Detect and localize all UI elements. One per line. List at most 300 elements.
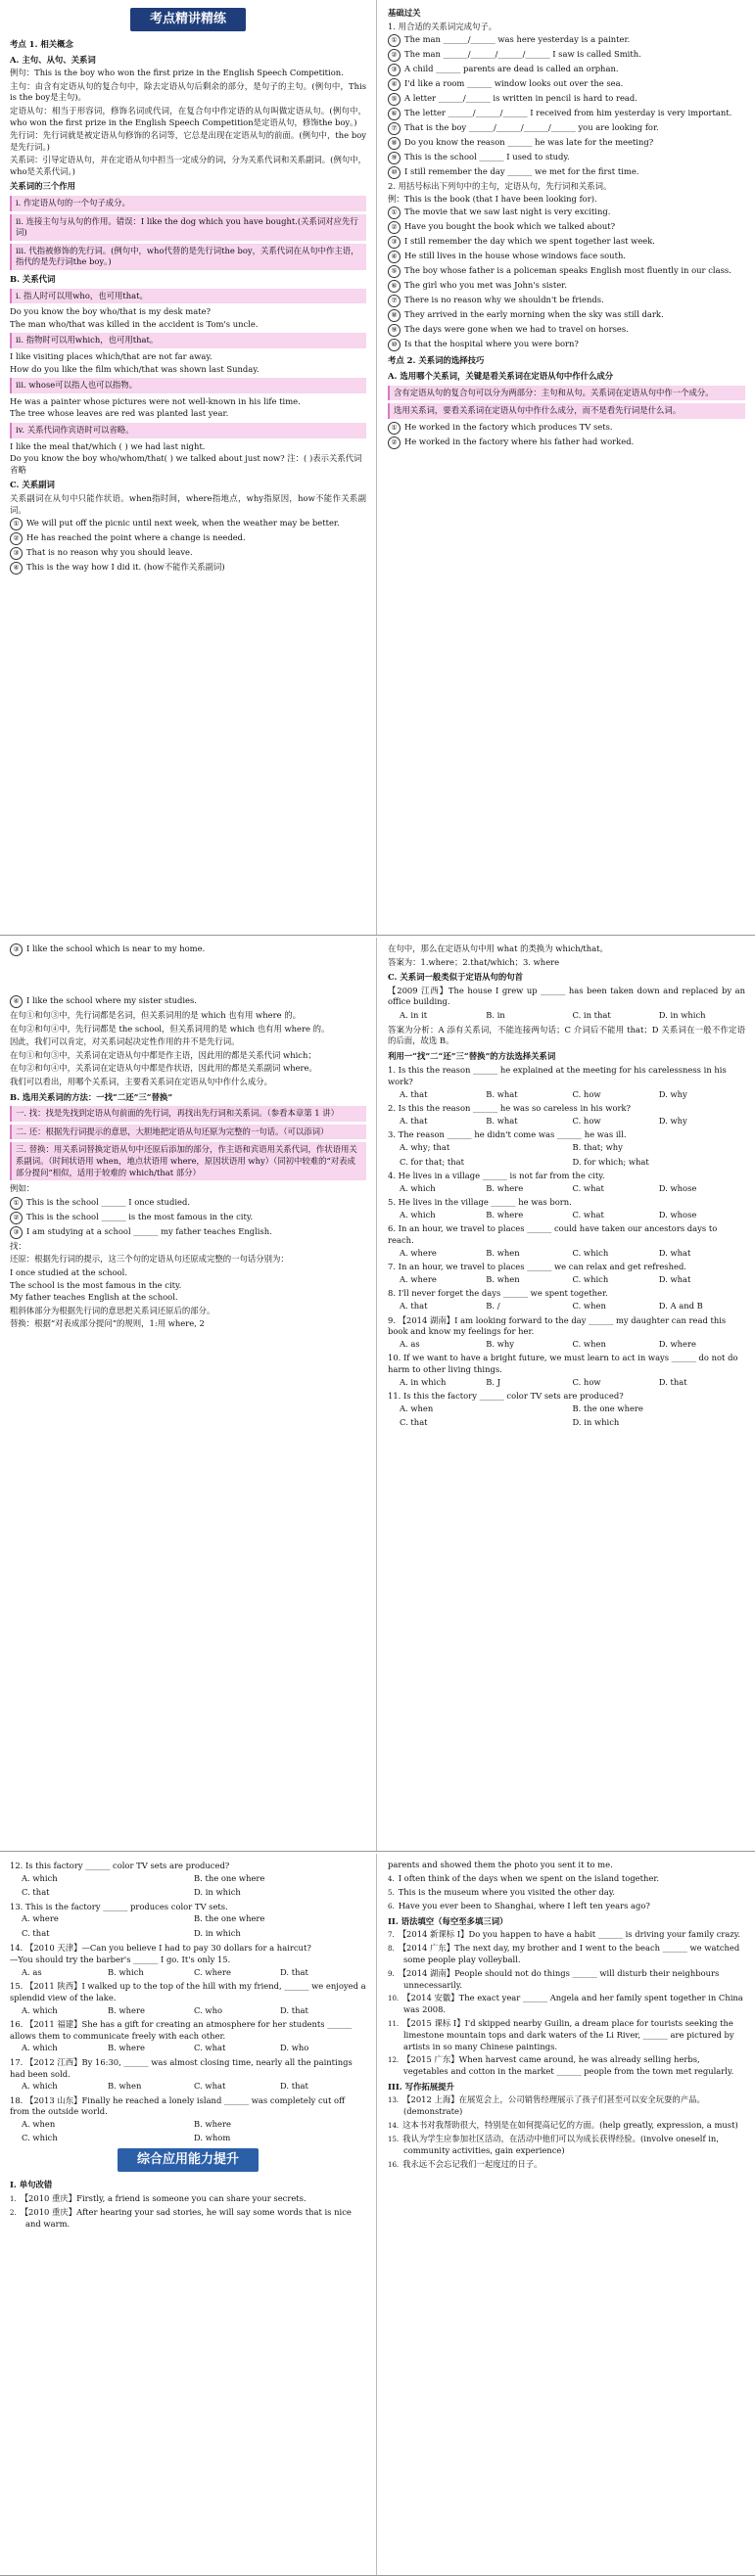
numbered-item bbox=[388, 2133, 745, 2157]
answer-options bbox=[400, 1377, 745, 1389]
item-number: 7. bbox=[388, 1931, 395, 1940]
subsection-heading: B. 选用关系词的方法：一找“二还”三“替换” bbox=[10, 1091, 173, 1102]
paragraph: 【2009 江西】The house I grew up ______ has been taken down and replaced by an office building. bbox=[388, 985, 745, 1007]
answer-options bbox=[400, 1142, 745, 1154]
highlight-note: iv. 关系代词作宾语时可以省略。 bbox=[10, 423, 366, 438]
numbered-item bbox=[391, 221, 745, 234]
answer-options bbox=[400, 1116, 745, 1127]
question: 1. Is this the reason ______ he explained at the meeting for his carelessness in his work? bbox=[388, 1065, 727, 1086]
item-text: He worked in the factory where his father had worked. bbox=[404, 436, 635, 446]
highlight-note: 含有定语从句的复合句可以分为两部分：主句和从句。关系词在定语从句中作一个成分。 bbox=[388, 386, 745, 401]
answer-option: B. the one where bbox=[194, 1913, 265, 1924]
answer-options bbox=[22, 2043, 366, 2054]
numbered-item bbox=[391, 78, 745, 91]
answer-options bbox=[22, 1887, 366, 1899]
answer-option: A. which bbox=[400, 1182, 436, 1193]
answer-option: B. what bbox=[486, 1088, 518, 1099]
numbered-item bbox=[10, 2206, 366, 2231]
numbered-item bbox=[391, 108, 745, 120]
item-number: ② bbox=[10, 1212, 23, 1224]
numbered-item bbox=[388, 2158, 745, 2171]
question: 8. I'll never forget the days ______ we spent together. bbox=[388, 1288, 608, 1299]
answer-option: A. as bbox=[400, 1338, 420, 1349]
item-text: Have you bought the book which we talked about? bbox=[404, 221, 616, 232]
item-number: 9. bbox=[388, 1969, 395, 1978]
answer-option: C. when bbox=[572, 1338, 606, 1349]
answer-option: D. that bbox=[658, 1376, 687, 1387]
item-text: Do you know the reason ______ he was late for the meeting? bbox=[404, 137, 654, 148]
item-number: ① bbox=[388, 422, 401, 435]
item-number: ③ bbox=[388, 64, 401, 76]
numbered-item bbox=[391, 152, 745, 164]
text-line: I like the meal that/which ( ) we had last night. bbox=[10, 440, 206, 451]
question: 17. 【2012 江西】By 16:30, ______ was almost closing time, nearly all the paintings had been sold. bbox=[10, 2056, 353, 2079]
answer-option: B. where bbox=[486, 1209, 524, 1219]
item-text: I still remember the day which we spent together last week. bbox=[404, 236, 655, 247]
answer-option: A. when bbox=[400, 1403, 434, 1413]
numbered-item bbox=[13, 547, 366, 560]
item-text: This is the school ______ is the most famous in the city. bbox=[26, 1211, 254, 1221]
answer-option: C. when bbox=[572, 1301, 606, 1311]
answer-options bbox=[400, 1301, 745, 1312]
text-line: 答案为：1.where；2.that/which；3. where bbox=[388, 956, 560, 967]
numbered-item bbox=[388, 1993, 745, 2016]
answer-option: D. in which bbox=[194, 1927, 241, 1938]
item-text: 这本书对我帮助很大，特别是在如何提高记忆的方面。(help greatly, expression, a must) bbox=[402, 2119, 738, 2130]
question: 18. 【2013 山东】Finally he reached a lonely island ______ was completely cut off from the outside world. bbox=[10, 2094, 346, 2117]
item-number: 16. bbox=[388, 2160, 400, 2169]
item-text: A letter ______/______ is written in pencil is hard to read. bbox=[404, 93, 637, 104]
item-number: 10. bbox=[388, 1995, 400, 2003]
numbered-item bbox=[391, 122, 745, 135]
item-number: ④ bbox=[388, 251, 401, 263]
page-1-right-content bbox=[388, 8, 745, 449]
question: 12. Is this factory ______ color TV sets are produced? bbox=[10, 1861, 230, 1870]
answer-option: A. which bbox=[22, 1872, 58, 1883]
numbered-item bbox=[13, 518, 366, 530]
item-text: Have you ever been to Shanghai, where I left ten years ago? bbox=[398, 1900, 650, 1910]
answer-option: B. in bbox=[486, 1009, 505, 1020]
item-text: This is the school ______ I used to study. bbox=[404, 152, 570, 162]
numbered-item bbox=[13, 943, 366, 956]
numbered-item bbox=[391, 137, 745, 150]
answer-option: C. for that; that bbox=[400, 1156, 464, 1167]
item-text: I often think of the days when we spent on the island together. bbox=[398, 1872, 660, 1883]
item-number: 6. bbox=[388, 1902, 395, 1910]
numbered-item bbox=[391, 324, 745, 337]
answer-option: C. how bbox=[572, 1115, 601, 1126]
answer-option: A. when bbox=[22, 2118, 56, 2129]
item-number: 1. bbox=[10, 2194, 17, 2203]
numbered-item bbox=[391, 421, 745, 435]
numbered-item bbox=[391, 34, 745, 47]
numbered-item bbox=[388, 1900, 745, 1912]
question: 16. 【2011 福建】She has a gift for creating an atmosphere for her students ______ allows them to communicate freely with each other. bbox=[10, 2019, 353, 2041]
spacer bbox=[10, 988, 366, 993]
answer-options bbox=[22, 2081, 366, 2093]
item-number: 8. bbox=[388, 1945, 395, 1954]
answer-options bbox=[22, 1873, 366, 1885]
item-number: ② bbox=[10, 532, 23, 545]
page-3-left-column bbox=[0, 1854, 377, 2575]
subsection-heading: C. 关系词一般类似于定语从句的句首 bbox=[388, 972, 523, 983]
answer-option: C. that bbox=[22, 1887, 50, 1898]
answer-option: D. that bbox=[280, 2004, 308, 2015]
paragraph: 在句①和句③中，关系词在定语从句中都是作主语，因此用的都是关系代词 which； bbox=[10, 1049, 316, 1060]
item-text: Is that the hospital where you were born? bbox=[404, 339, 579, 349]
question: 5. He lives in the village ______ he was born. bbox=[388, 1197, 572, 1208]
numbered-item bbox=[391, 93, 745, 106]
question: 7. In an hour, we travel to places ______ we can relax and get refreshed. bbox=[388, 1262, 686, 1272]
section-heading: 基础过关 bbox=[388, 8, 421, 18]
page-1-left-content bbox=[10, 39, 366, 575]
item-text: The girl who you met was John's sister. bbox=[404, 280, 567, 291]
item-text: The boy whose father is a policeman speaks English most fluently in our class. bbox=[404, 265, 731, 276]
page-2-left-content bbox=[10, 943, 366, 1330]
item-text: 【2015 课标 I】I'd skipped nearby Guilin, a dream place for tourists seeking the limestone mountain tops and dark waters of the Li River, ______ are pictured by artists in so many Chinese paintings. bbox=[402, 2017, 734, 2051]
item-text: 【2014 湖南】People should not do things ______ will disturb their neighbours unnecessarily. bbox=[398, 1967, 720, 1990]
subsection-heading: C. 关系副词 bbox=[10, 480, 55, 490]
highlight-note: i. 指人时可以用who，也可用that。 bbox=[10, 289, 366, 304]
item-text: A child ______ parents are dead is called an orphan. bbox=[404, 64, 619, 74]
answer-option: B. where bbox=[108, 2043, 145, 2053]
highlight-note: 二. 还：根据先行词提示的意思，大胆地把定语从句还原为完整的一句话。（可以添词） bbox=[10, 1125, 366, 1140]
item-text: 【2010 重庆】After hearing your sad stories, he will say some words that is nice and warm. bbox=[20, 2206, 352, 2229]
subsection-heading: A. 主句、从句、关系词 bbox=[10, 54, 96, 65]
item-text: 【2014 安徽】The exact year ______ Angela and her family spent together in China was 2008. bbox=[402, 1993, 743, 2015]
paragraph: 关系词：引导定语从句，并在定语从句中担当一定成分的词，分为关系代词和关系副词。(例句中，who是关系代词。) bbox=[10, 155, 366, 176]
highlight-note: ii. 连接主句与从句的作用。错误：I like the dog which you have bought.(关系词对应先行词) bbox=[10, 214, 366, 241]
answer-options bbox=[22, 2119, 366, 2131]
question: 3. The reason ______ he didn't come was ______ he was ill. bbox=[388, 1129, 627, 1140]
item-text: I still remember the day ______ we met for the first time. bbox=[404, 166, 639, 177]
answer-option: C. what bbox=[572, 1209, 604, 1219]
item-number: 5. bbox=[388, 1888, 395, 1897]
answer-option: A. why; that bbox=[400, 1141, 450, 1152]
answer-option: B. that; why bbox=[572, 1141, 623, 1152]
answer-option: D. in which bbox=[572, 1417, 620, 1428]
answer-option: B. where bbox=[486, 1182, 524, 1193]
item-number: 15. bbox=[388, 2135, 400, 2143]
answer-options bbox=[400, 1339, 745, 1351]
numbered-item bbox=[391, 251, 745, 263]
answer-option: B. the one where bbox=[572, 1403, 643, 1413]
answer-option: B. what bbox=[486, 1115, 518, 1126]
answer-option: D. whom bbox=[194, 2133, 231, 2143]
item-number: 12. bbox=[388, 2056, 400, 2065]
item-text: He has reached the point where a change is needed. bbox=[26, 532, 246, 543]
highlight-note: iii. whose可以指人也可以指物。 bbox=[10, 378, 366, 393]
numbered-item bbox=[391, 436, 745, 449]
answer-option: A. where bbox=[400, 1247, 437, 1258]
page-3-left-content bbox=[10, 1861, 366, 2230]
answer-option: B. where bbox=[194, 2118, 231, 2129]
item-number: ⑨ bbox=[388, 152, 401, 164]
answer-option: D. for which; what bbox=[572, 1156, 649, 1167]
section-heading: 考点 1. 相关概念 bbox=[10, 38, 73, 49]
numbered-item bbox=[13, 995, 366, 1008]
answer-option: D. whose bbox=[658, 1182, 697, 1193]
question: 2. Is this the reason ______ he was so careless in his work? bbox=[388, 1103, 632, 1114]
answer-option: A. in it bbox=[400, 1009, 428, 1020]
subsection-heading: 关系词的三个作用 bbox=[10, 181, 75, 192]
question: 6. In an hour, we travel to places ______ could have taken our ancestors days to reach. bbox=[388, 1223, 718, 1246]
highlight-note: iii. 代指被修饰的先行词。(例句中，who代替的是先行词the boy，关系代词在从句中作主语，指代的是先行词the boy。) bbox=[10, 244, 366, 270]
section-heading: 考点 2. 关系词的选择技巧 bbox=[388, 355, 485, 366]
numbered-item bbox=[388, 2054, 745, 2078]
item-text: 我认为学生应参加社区活动，在活动中他们可以为成长获得经验。(involve oneself in, community activities, gain experience) bbox=[402, 2133, 719, 2155]
item-number: ⑥ bbox=[388, 280, 401, 293]
item-text: They arrived in the early morning when the sky was still dark. bbox=[404, 309, 664, 320]
answer-options bbox=[400, 1157, 745, 1169]
answer-options bbox=[22, 1913, 366, 1925]
numbered-item bbox=[388, 2017, 745, 2052]
answer-options bbox=[400, 1210, 745, 1221]
answer-option: C. which bbox=[572, 1247, 609, 1258]
answer-option: D. whose bbox=[658, 1209, 697, 1219]
section-banner-title: 综合应用能力提升 bbox=[118, 2148, 259, 2172]
answer-option: A. which bbox=[22, 2081, 58, 2092]
item-number: ③ bbox=[10, 1226, 23, 1239]
item-number: ① bbox=[10, 518, 23, 530]
item-text: That is no reason why you should leave. bbox=[26, 547, 193, 558]
item-text: I like the school where my sister studies. bbox=[26, 995, 197, 1005]
item-text: The man ______/______ was here yesterday is a painter. bbox=[404, 34, 631, 45]
question: 10. If we want to have a bright future, we must learn to act in ways ______ do not do harm to other living things. bbox=[388, 1353, 738, 1374]
answer-options bbox=[22, 2133, 366, 2144]
text-line: How do you like the film which/that was shown last Sunday. bbox=[10, 363, 260, 374]
numbered-item bbox=[391, 339, 745, 351]
question: 4. He lives in a village ______ is not far from the city. bbox=[388, 1171, 605, 1181]
paragraph: 在句①和句③中，先行词都是名词，但关系词用的是 which 也有用 where 的。 bbox=[10, 1010, 301, 1020]
answer-option: D. what bbox=[658, 1247, 691, 1258]
item-text: I like the school which is near to my home. bbox=[26, 943, 206, 953]
item-text: The days were gone when we had to travel on horses. bbox=[404, 324, 629, 335]
item-number: ① bbox=[388, 207, 401, 219]
highlight-note: 三. 替换：用关系词替换定语从句中还原后添加的部分，作主语和宾语用关系代词，作状语用关系副词。（时间状语用 when，地点状语用 where，原因状语用 why）（同初中较难的“对表成部分提问”相似，适用于较难的 which/that 部分） bbox=[10, 1142, 366, 1180]
answer-option: B. the one where bbox=[194, 1872, 265, 1883]
paragraph: 例句：This is the boy who won the first prize in the English Speech Competition. bbox=[10, 68, 344, 78]
answer-option: A. as bbox=[22, 1966, 42, 1977]
answer-option: B. where bbox=[108, 2004, 145, 2015]
answer-options bbox=[22, 1967, 366, 1979]
answer-option: D. where bbox=[658, 1338, 696, 1349]
numbered-item bbox=[388, 1929, 745, 1941]
numbered-item bbox=[13, 532, 366, 545]
item-number: ⑦ bbox=[388, 122, 401, 135]
page-2-right-content bbox=[388, 943, 745, 1429]
page-3 bbox=[0, 1854, 755, 2576]
item-text: We will put off the picnic until next week, when the weather may be better. bbox=[26, 518, 340, 529]
paragraph: 在句②和句④中，先行词都是 the school，但关系词用的是 which 也有用 where 的。 bbox=[10, 1023, 330, 1034]
item-number: ② bbox=[388, 437, 401, 449]
section-heading: I. 单句改错 bbox=[10, 2180, 53, 2189]
answer-option: D. who bbox=[280, 2043, 309, 2053]
answer-option: C. how bbox=[572, 1376, 601, 1387]
text-line: I like visiting places which/that are not far away. bbox=[10, 351, 212, 361]
answer-option: B. which bbox=[108, 1966, 144, 1977]
answer-options bbox=[400, 1183, 745, 1195]
answer-option: A. that bbox=[400, 1088, 428, 1099]
item-text: I am studying at a school ______ my father teaches English. bbox=[26, 1225, 272, 1236]
highlight-note: 选用关系词，要看关系词在定语从句中作什么成分，而不是看先行词是什么词。 bbox=[388, 403, 745, 419]
paragraph: 在句②和句④中，关系词在定语从句中都是作状语，因此用的都是关系副词 where。 bbox=[10, 1063, 317, 1074]
item-text: This is the way how I did it. (how不能作关系副词) bbox=[26, 562, 225, 573]
item-number: ⑨ bbox=[388, 324, 401, 337]
item-number: ③ bbox=[388, 236, 401, 249]
item-number: ⑧ bbox=[388, 137, 401, 150]
item-number: ② bbox=[388, 49, 401, 62]
paragraph: 还原：根据先行词的提示，这三个句的定语从句还原成完整的一句话分别为： bbox=[10, 1254, 289, 1265]
text-line: Do you know the boy who/that is my desk mate? bbox=[10, 306, 212, 317]
item-number: ④ bbox=[10, 995, 23, 1008]
answer-options bbox=[22, 1928, 366, 1940]
text-line: I once studied at the school. bbox=[10, 1266, 127, 1277]
answer-option: A. which bbox=[400, 1209, 436, 1219]
item-text: 【2014 新课标 I】Do you happen to have a habit ______ is driving your family crazy. bbox=[398, 1929, 741, 1940]
subsection-heading: A. 选用哪个关系词，关键是看关系词在定语从句中作什么成分 bbox=[388, 370, 614, 381]
text-line: —You should try the barber's ______ I go. It's only 15. bbox=[10, 1955, 231, 1965]
answer-options bbox=[400, 1274, 745, 1286]
item-text: He worked in the factory which produces TV sets. bbox=[404, 421, 613, 432]
text-line: The tree whose leaves are red was planted last year. bbox=[10, 408, 229, 419]
numbered-item bbox=[391, 265, 745, 278]
section-heading: II. 语法填空（每空至多填三词） bbox=[388, 1915, 508, 1926]
answer-options bbox=[400, 1248, 745, 1260]
item-number: 11. bbox=[388, 2019, 400, 2028]
answer-option: A. that bbox=[400, 1301, 428, 1311]
answer-option: D. why bbox=[658, 1115, 687, 1126]
page-3-right-column bbox=[378, 1854, 755, 2575]
answer-option: D. what bbox=[658, 1273, 691, 1284]
answer-option: B. / bbox=[486, 1301, 500, 1311]
answer-option: B. when bbox=[486, 1247, 520, 1258]
numbered-item bbox=[391, 295, 745, 307]
item-number: ③ bbox=[10, 547, 23, 560]
paragraph: 关系副词在从句中只能作状语。when指时间，where指地点，why指原因，how不能作关系副词。 bbox=[10, 492, 366, 515]
item-text: 【2014 广东】The next day, my brother and I went to the beach ______ we watched some people play volleyball. bbox=[398, 1943, 740, 1965]
page-2-right-column bbox=[378, 938, 755, 1851]
answer-option: C. that bbox=[400, 1417, 428, 1428]
page-1-right-column bbox=[378, 0, 755, 935]
numbered-item bbox=[388, 1886, 745, 1899]
numbered-item bbox=[388, 2119, 745, 2132]
answer-option: D. that bbox=[280, 1966, 308, 1977]
answer-option: C. what bbox=[194, 2043, 226, 2053]
paragraph: 我们可以看出，用哪个关系词，主要看关系词在定语从句中作什么成分。 bbox=[10, 1076, 272, 1086]
text-line: 找： bbox=[10, 1240, 26, 1251]
answer-option: B. why bbox=[486, 1338, 515, 1349]
item-number: ⑧ bbox=[388, 309, 401, 322]
question: 11. Is this the factory ______ color TV sets are produced? bbox=[388, 1391, 624, 1402]
answer-option: C. what bbox=[572, 1182, 604, 1193]
item-number: ① bbox=[10, 1197, 23, 1210]
paragraph: 主句：由含有定语从句的复合句中，除去定语从句后剩余的部分，是句子的主句。(例句中，This is the boy是主句)。 bbox=[10, 80, 366, 103]
highlight-note: i. 作定语从句的一个句子成分。 bbox=[10, 196, 366, 211]
answer-option: B. when bbox=[486, 1273, 520, 1284]
highlight-note: ii. 指物时可以用which，也可用that。 bbox=[10, 333, 366, 348]
answer-option: C. which bbox=[22, 2133, 58, 2143]
page-2 bbox=[0, 938, 755, 1852]
item-text: This is the museum where you visited the other day. bbox=[398, 1886, 616, 1897]
numbered-item bbox=[10, 2192, 366, 2205]
item-number: 13. bbox=[388, 2096, 400, 2105]
text-line: The man who/that was killed in the accident is Tom's uncle. bbox=[10, 318, 259, 329]
item-text: 我永远不会忘记我们一起度过的日子。 bbox=[402, 2158, 543, 2169]
answer-option: B. J bbox=[486, 1376, 501, 1387]
answer-option: C. who bbox=[194, 2004, 223, 2015]
question: 13. This is the factory ______ produces color TV sets. bbox=[10, 1901, 228, 1911]
numbered-item bbox=[13, 1211, 366, 1224]
numbered-item bbox=[388, 2094, 745, 2118]
answer-option: C. in that bbox=[572, 1009, 611, 1020]
item-number: 2. bbox=[10, 2208, 17, 2217]
item-text: This is the school ______ I once studied. bbox=[26, 1196, 191, 1207]
page-3-right-content bbox=[388, 1860, 745, 2171]
item-number: ④ bbox=[10, 562, 23, 575]
paragraph: 先行词：先行词就是被定语从句修饰的名词等，它总是出现在定语从句的前面。(例句中，the boy是先行词。) bbox=[10, 130, 366, 152]
answer-option: A. where bbox=[400, 1273, 437, 1284]
answer-option: D. why bbox=[658, 1088, 687, 1099]
item-number: ⑤ bbox=[388, 93, 401, 106]
answer-option: D. in which bbox=[658, 1009, 706, 1020]
item-number: ⑩ bbox=[388, 166, 401, 179]
answer-options bbox=[400, 1089, 745, 1101]
item-number: 4. bbox=[388, 1874, 395, 1883]
item-text: 【2012 上海】在展览会上，公司销售经理展示了孩子们甚至可以安全玩耍的产品。(demonstrate) bbox=[402, 2094, 705, 2117]
item-number: 14. bbox=[388, 2121, 400, 2130]
answer-option: D. in which bbox=[194, 1887, 241, 1898]
answer-option: C. what bbox=[194, 2081, 226, 2092]
numbered-item bbox=[391, 166, 745, 179]
paragraph: parents and showed them the photo you sent it to me. bbox=[388, 1860, 613, 1869]
text-line: 2. 用括号标出下列句中的主句，定语从句，先行词和关系词。 bbox=[388, 181, 612, 192]
item-text: The man ______/______/______/______ I saw is called Smith. bbox=[404, 49, 641, 60]
question: 14. 【2010 天津】—Can you believe I had to pay 30 dollars for a haircut? bbox=[10, 1942, 311, 1953]
text-line: My father teaches English at the school. bbox=[10, 1292, 178, 1303]
item-number: ⑤ bbox=[388, 265, 401, 278]
question: 15. 【2011 陕西】I walked up to the top of the hill with my friend, ______ we enjoyed a splendid view of the lake. bbox=[10, 1981, 366, 2002]
item-number: ② bbox=[388, 221, 401, 234]
answer-options bbox=[400, 1403, 745, 1415]
item-number: ⑩ bbox=[388, 339, 401, 351]
subsection-heading: B. 关系代词 bbox=[10, 274, 56, 285]
section-banner bbox=[10, 2148, 366, 2172]
answer-options bbox=[400, 1417, 745, 1429]
text-line: He was a painter whose pictures were not well-known in his life time. bbox=[10, 395, 301, 406]
numbered-item bbox=[391, 207, 745, 219]
answer-option: A. in which bbox=[400, 1376, 447, 1387]
subsection-heading: 利用一“找”二“还”三“替换”的方法选择关系词 bbox=[388, 1050, 556, 1061]
text-line: Do you know the boy who/whom/that( ) we talked about just now? 注：( )表示关系代词省略 bbox=[10, 453, 362, 475]
answer-options bbox=[22, 2005, 366, 2017]
section-heading: III. 写作拓展提升 bbox=[388, 2081, 454, 2092]
answer-option: A. which bbox=[22, 2004, 58, 2015]
numbered-item bbox=[388, 1943, 745, 1966]
text-line: 例如： bbox=[10, 1183, 35, 1194]
answer-option: C. how bbox=[572, 1088, 601, 1099]
answer-option: B. when bbox=[108, 2081, 142, 2092]
item-text: The movie that we saw last night is very exciting. bbox=[404, 207, 611, 217]
question: 9. 【2014 湖南】I am looking forward to the day ______ my daughter can read this book and know my feelings for her. bbox=[388, 1314, 727, 1337]
item-text: 【2010 重庆】Firstly, a friend is someone you can share your secrets. bbox=[20, 2192, 307, 2203]
item-text: 【2015 广东】When harvest came around, he was already selling herbs, vegetables and cotton in the market ______ people from the town met regularly. bbox=[402, 2054, 734, 2077]
answer-option: C. which bbox=[572, 1273, 609, 1284]
text-line: 例：This is the book (that I have been looking for). bbox=[388, 193, 597, 204]
highlight-note: 一. 找：找是先找到定语从句前面的先行词，再找出先行词和关系词。（参看本章第 1 讲） bbox=[10, 1106, 366, 1122]
item-text: The letter ______/______/______ I received from him yesterday is very important. bbox=[404, 108, 732, 118]
numbered-item bbox=[391, 64, 745, 76]
